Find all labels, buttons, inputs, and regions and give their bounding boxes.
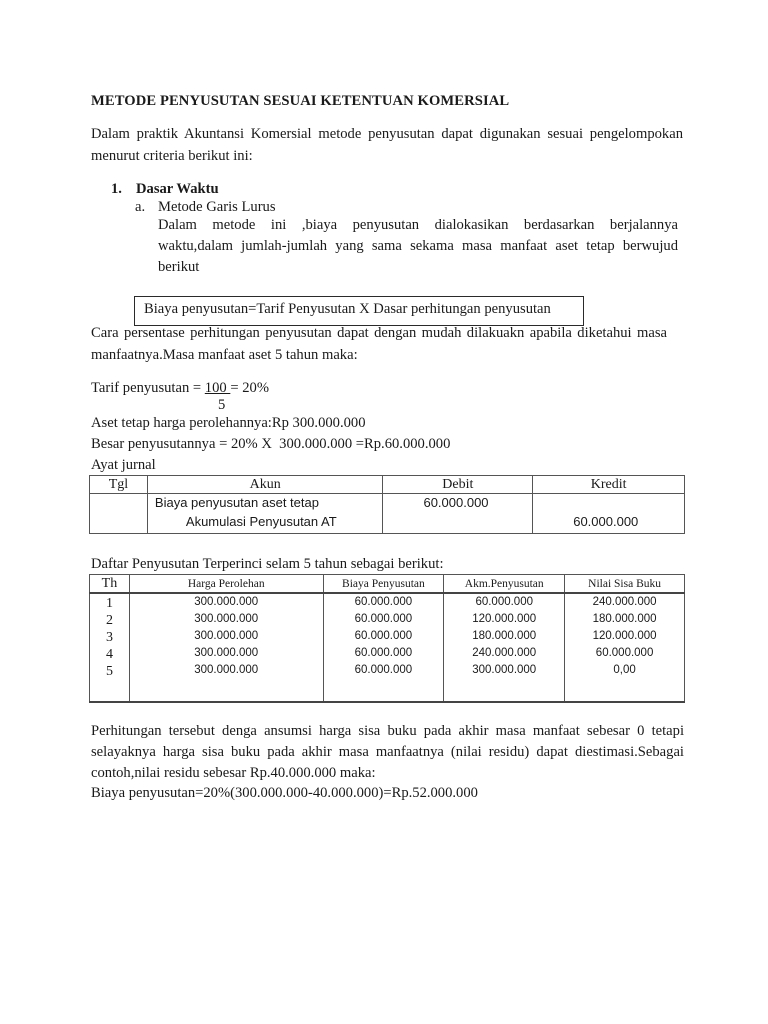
header-nilai-sisa-buku: Nilai Sisa Buku [565, 575, 685, 594]
akun-debit-entry: Biaya penyusutan aset tetap [154, 495, 319, 510]
biaya-1: 60.000.000 [354, 596, 413, 608]
biaya-2: 60.000.000 [354, 613, 413, 625]
harga-5: 300.000.000 [194, 664, 259, 676]
section-heading: Dasar Waktu [136, 181, 219, 197]
nilai-5: 0,00 [613, 664, 636, 676]
nilai-sisa-buku-column [565, 593, 685, 702]
akm-1: 60.000.000 [475, 596, 533, 608]
cell-tgl [90, 494, 148, 534]
header-debit: Debit [383, 476, 533, 494]
sub-heading: Metode Garis Lurus [158, 199, 276, 215]
document-title: METODE PENYUSUTAN SESUAI KETENTUAN KOMERSIAL [91, 93, 510, 109]
explain-line-2: manfaatnya.Masa manfaat aset 5 tahun maka: [91, 347, 358, 363]
nilai-4: 60.000.000 [595, 647, 654, 659]
formula-box [134, 296, 584, 326]
header-tgl: Tgl [90, 476, 148, 494]
akun-credit-entry: Akumulasi Penyusutan AT [185, 514, 337, 529]
journal-row [90, 494, 685, 534]
header-kredit: Kredit [533, 476, 685, 494]
tarif-label: Tarif penyusutan = [91, 380, 205, 396]
closing-line-3: contoh,nilai residu sebesar Rp.40.000.000 maka: [91, 765, 376, 781]
year-1: 1 [105, 596, 113, 611]
section-number: 1. [111, 181, 122, 197]
harga-2: 300.000.000 [194, 613, 259, 625]
method-paragraph-line-3: berikut [158, 259, 200, 275]
closing-line-4: Biaya penyusutan=20%(300.000.000-40.000.000)=Rp.52.000.000 [91, 785, 478, 801]
nilai-3: 120.000.000 [592, 630, 657, 642]
journal-table [89, 475, 685, 534]
method-paragraph-line-1: Dalam metode ini ,biaya penyusutan dialokasikan berdasarkan berjalannya [158, 217, 678, 233]
sub-marker: a. [135, 199, 146, 215]
closing-line-1: Perhitungan tersebut denga ansumsi harga sisa buku pada akhir masa manfaat sebesar 0 tetapi [91, 723, 684, 739]
aset-line: Aset tetap harga perolehannya:Rp 300.000.000 [91, 415, 366, 431]
detail-caption: Daftar Penyusutan Terperinci selam 5 tahun sebagai berikut: [91, 556, 444, 572]
akm-4: 240.000.000 [472, 647, 537, 659]
biaya-5: 60.000.000 [354, 664, 413, 676]
tarif-numerator: 100 [204, 380, 231, 396]
biaya-penyusutan-column [323, 593, 444, 702]
besar-line: Besar penyusutannya = 20% X 300.000.000 =Rp.60.000.000 [91, 436, 451, 452]
biaya-3: 60.000.000 [354, 630, 413, 642]
nilai-2: 180.000.000 [592, 613, 657, 625]
intro-line-1: Dalam praktik Akuntansi Komersial metode penyusutan dapat digunakan sesuai pengelompokan [91, 126, 683, 142]
tarif-result: = 20% [230, 380, 269, 396]
ayat-jurnal-label: Ayat jurnal [91, 457, 156, 473]
header-biaya-penyusutan: Biaya Penyusutan [323, 575, 444, 594]
akm-3: 180.000.000 [472, 630, 537, 642]
closing-line-2: selayaknya harga sisa buku pada akhir masa manfaatnya (nilai residu) dapat diestimasi.Sebagai [91, 744, 684, 760]
formula-text: Biaya penyusutan=Tarif Penyusutan X Dasar perhitungan penyusutan [144, 301, 551, 317]
year-4: 4 [105, 647, 113, 662]
header-akun: Akun [147, 476, 383, 494]
header-th: Th [90, 575, 130, 594]
nilai-1: 240.000.000 [592, 596, 657, 608]
journal-header-row [90, 476, 685, 494]
debit-amount: 60.000.000 [423, 495, 489, 510]
cell-akun [147, 494, 383, 534]
harga-4: 300.000.000 [194, 647, 259, 659]
tarif-denominator: 5 [218, 397, 226, 413]
harga-3: 300.000.000 [194, 630, 259, 642]
year-5: 5 [105, 664, 113, 679]
harga-perolehan-column [129, 593, 323, 702]
intro-line-2: menurut criteria berikut ini: [91, 148, 253, 164]
explain-line-1: Cara persentase perhitungan penyusutan dapat dengan mudah dilakuakn apabila diketahui masa [91, 325, 667, 341]
year-3: 3 [105, 630, 113, 645]
biaya-4: 60.000.000 [354, 647, 413, 659]
tarif-formula [91, 378, 269, 398]
akm-penyusutan-column [444, 593, 565, 702]
harga-1: 300.000.000 [194, 596, 259, 608]
header-akm-penyusutan: Akm.Penyusutan [444, 575, 565, 594]
year-2: 2 [105, 613, 113, 628]
akm-2: 120.000.000 [472, 613, 537, 625]
cell-kredit [533, 494, 685, 534]
schedule-header-row [90, 575, 685, 594]
method-paragraph-line-2: waktu,dalam jumlah-jumlah yang sama sekama masa manfaat aset tetap berwujud [158, 238, 678, 254]
years-column [90, 593, 130, 702]
cell-debit [383, 494, 533, 534]
depreciation-schedule-table [89, 574, 685, 703]
header-harga-perolehan: Harga Perolehan [129, 575, 323, 594]
akm-5: 300.000.000 [472, 664, 537, 676]
schedule-body-row [90, 593, 685, 702]
kredit-amount: 60.000.000 [573, 514, 639, 529]
